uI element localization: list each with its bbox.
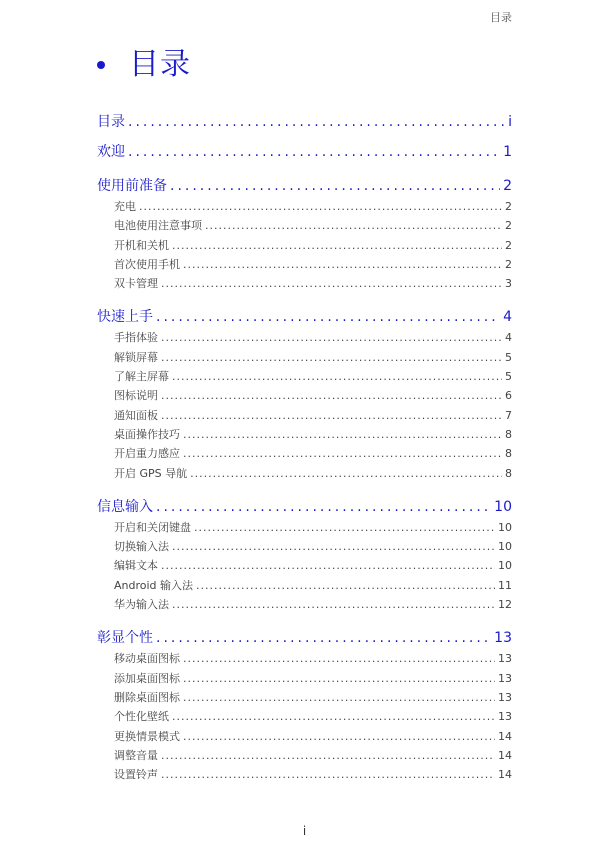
toc-section-entry[interactable] [97, 112, 512, 132]
toc-item-page: 8 [505, 466, 512, 480]
toc-item-page: 2 [505, 257, 512, 271]
toc-item-entry[interactable] [97, 765, 512, 784]
toc-item-entry[interactable] [97, 197, 512, 216]
toc-item-page: 12 [498, 598, 512, 612]
toc-leader-dots [139, 197, 502, 216]
toc-item-title: Android 输入法 [114, 578, 194, 592]
toc-item-title: 开启和关闭键盘 [114, 520, 191, 534]
toc-leader-dots [128, 142, 500, 162]
toc-item-page: 2 [505, 200, 512, 213]
toc-item-title: 手指体验 [114, 331, 158, 345]
toc-leader-dots [128, 112, 505, 132]
running-header: 目录 [490, 11, 512, 24]
toc-item-entry[interactable] [97, 348, 512, 367]
toc-item-entry[interactable] [97, 518, 512, 537]
toc-item-entry[interactable] [97, 328, 512, 347]
toc-item-title: 桌面操作技巧 [114, 427, 180, 441]
toc-item-title: 通知面板 [114, 408, 158, 422]
toc-item-entry[interactable] [97, 274, 512, 293]
toc-item-page: 5 [505, 370, 512, 384]
toc-item-title: 删除桌面图标 [114, 690, 180, 704]
toc-item-title: 华为输入法 [114, 598, 169, 612]
toc-section-page: 10 [494, 498, 512, 515]
toc-item-entry[interactable] [97, 425, 512, 444]
toc-leader-dots [183, 727, 495, 746]
table-of-contents [97, 112, 512, 784]
toc-leader-dots [196, 576, 495, 595]
toc-item-title: 充电 [114, 200, 136, 213]
toc-item-page: 4 [505, 331, 512, 345]
toc-item-title: 首次使用手机 [114, 257, 180, 271]
toc-item-entry[interactable] [97, 464, 512, 483]
toc-item-entry[interactable] [97, 236, 512, 255]
toc-item-page: 7 [505, 408, 512, 422]
page-number: i [302, 824, 307, 838]
toc-item-title: 移动桌面图标 [114, 652, 180, 666]
toc-item-entry[interactable] [97, 595, 512, 614]
toc-item-title: 开启 GPS 导航 [114, 466, 188, 480]
toc-leader-dots [183, 688, 495, 707]
toc-section-page: 13 [494, 630, 512, 647]
toc-leader-dots [161, 274, 502, 293]
toc-item-entry[interactable] [97, 537, 512, 556]
toc-section-title: 使用前准备 [97, 178, 167, 194]
toc-leader-dots [172, 537, 495, 556]
toc-item-title: 编辑文本 [114, 559, 158, 573]
toc-leader-dots [170, 176, 500, 196]
toc-item-page: 10 [498, 559, 512, 573]
toc-item-entry[interactable] [97, 386, 512, 405]
toc-item-page: 14 [498, 748, 512, 762]
toc-item-page: 6 [505, 389, 512, 403]
toc-leader-dots [156, 628, 491, 648]
toc-section-title: 目录 [97, 114, 125, 130]
toc-item-page: 13 [498, 690, 512, 704]
toc-section-page: 2 [503, 178, 512, 194]
toc-item-title: 双卡管理 [114, 277, 158, 291]
toc-section-entry[interactable] [97, 497, 512, 517]
toc-leader-dots [161, 556, 495, 575]
toc-item-page: 11 [498, 578, 512, 592]
toc-item-entry[interactable] [97, 444, 512, 463]
toc-item-entry[interactable] [97, 576, 512, 595]
toc-item-title: 了解主屏幕 [114, 370, 169, 384]
page-title: 目录 [129, 47, 191, 82]
page-title-block [97, 47, 191, 82]
toc-item-entry[interactable] [97, 746, 512, 765]
toc-item-page: 5 [505, 350, 512, 364]
toc-item-page: 13 [498, 652, 512, 666]
toc-item-entry[interactable] [97, 707, 512, 726]
toc-leader-dots [172, 236, 502, 255]
toc-item-title: 个性化壁纸 [114, 710, 169, 724]
toc-leader-dots [156, 497, 491, 517]
toc-item-page: 14 [498, 768, 512, 782]
toc-section-title: 彰显个性 [97, 630, 153, 647]
toc-leader-dots [161, 765, 495, 784]
toc-item-entry[interactable] [97, 255, 512, 274]
toc-leader-dots [172, 707, 495, 726]
toc-leader-dots [161, 406, 502, 425]
toc-item-page: 2 [505, 219, 512, 233]
toc-leader-dots [161, 386, 502, 405]
toc-leader-dots [194, 518, 495, 537]
toc-item-entry[interactable] [97, 727, 512, 746]
toc-section-entry[interactable] [97, 142, 512, 162]
toc-item-entry[interactable] [97, 669, 512, 688]
toc-leader-dots [183, 444, 502, 463]
toc-leader-dots [183, 425, 502, 444]
toc-item-entry[interactable] [97, 216, 512, 235]
toc-section-page: 4 [503, 309, 512, 326]
toc-leader-dots [183, 255, 502, 274]
toc-item-page: 3 [505, 277, 512, 291]
toc-item-page: 13 [498, 671, 512, 685]
toc-item-entry[interactable] [97, 556, 512, 575]
toc-item-page: 13 [498, 710, 512, 724]
toc-section-page: i [508, 114, 512, 130]
toc-item-page: 10 [498, 540, 512, 554]
toc-leader-dots [183, 669, 495, 688]
bullet-icon [97, 61, 105, 69]
toc-item-title: 电池使用注意事项 [114, 219, 202, 233]
toc-leader-dots [190, 464, 502, 483]
toc-item-title: 解锁屏幕 [114, 350, 158, 364]
toc-section-title: 欢迎 [97, 144, 125, 160]
toc-item-page: 2 [505, 238, 512, 252]
toc-leader-dots [156, 307, 500, 327]
toc-item-title: 切换输入法 [114, 540, 169, 554]
toc-item-title: 调整音量 [114, 748, 158, 762]
toc-leader-dots [172, 367, 502, 386]
toc-item-entry[interactable] [97, 406, 512, 425]
toc-item-page: 8 [505, 447, 512, 461]
toc-section-entry[interactable] [97, 628, 512, 648]
toc-item-entry[interactable] [97, 688, 512, 707]
toc-section-entry[interactable] [97, 176, 512, 196]
toc-item-title: 图标说明 [114, 389, 158, 403]
toc-section-entry[interactable] [97, 307, 512, 327]
toc-leader-dots [161, 328, 502, 347]
toc-leader-dots [161, 348, 502, 367]
toc-item-entry[interactable] [97, 367, 512, 386]
toc-section-page: 1 [503, 144, 512, 160]
toc-item-title: 更换情景模式 [114, 729, 180, 743]
toc-item-page: 10 [498, 520, 512, 534]
toc-item-title: 开启重力感应 [114, 447, 180, 461]
toc-item-page: 8 [505, 427, 512, 441]
toc-item-page: 14 [498, 729, 512, 743]
toc-leader-dots [161, 746, 495, 765]
toc-item-title: 添加桌面图标 [114, 671, 180, 685]
toc-leader-dots [183, 649, 495, 668]
toc-item-title: 设置铃声 [114, 768, 158, 782]
toc-section-title: 信息输入 [97, 498, 153, 515]
toc-item-entry[interactable] [97, 649, 512, 668]
toc-item-title: 开机和关机 [114, 238, 169, 252]
toc-section-title: 快速上手 [97, 309, 153, 326]
toc-leader-dots [172, 595, 495, 614]
toc-leader-dots [205, 216, 502, 235]
